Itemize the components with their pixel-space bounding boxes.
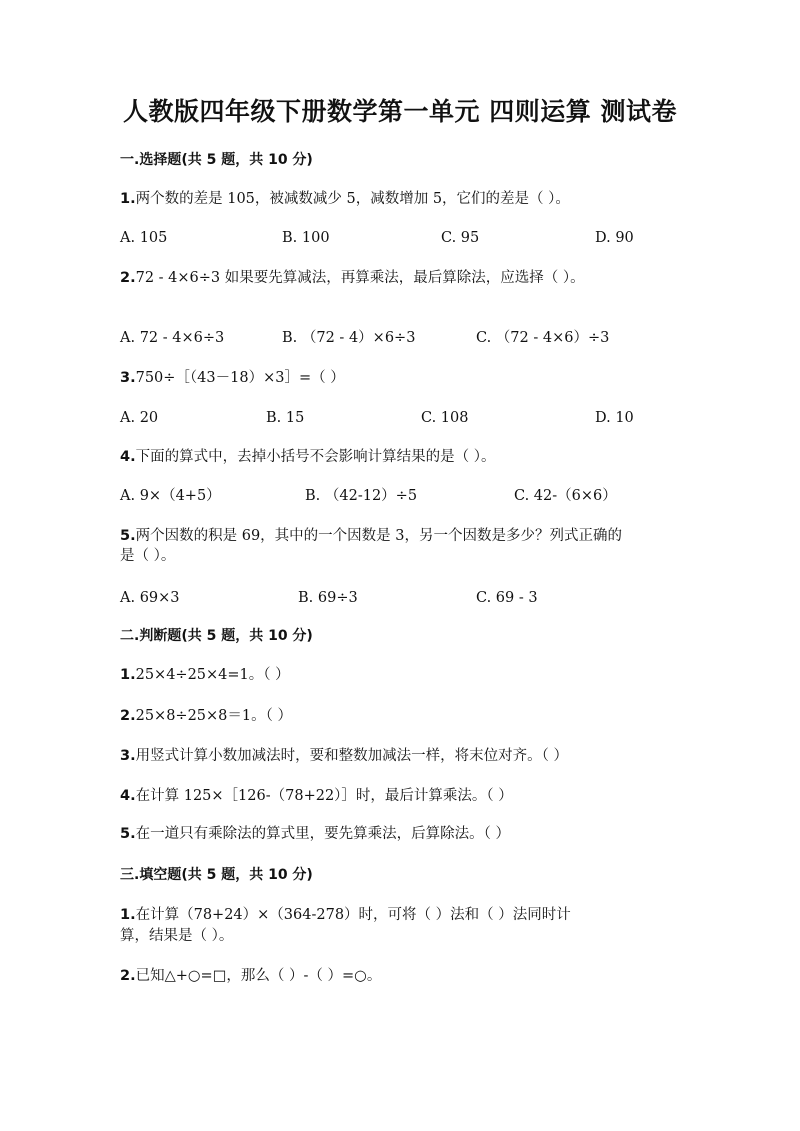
question-line <box>120 706 292 726</box>
option-b: B. 100 <box>282 230 330 246</box>
option-d: D. 10 <box>595 410 634 426</box>
option-c: C. （72 - 4×6）÷3 <box>476 330 610 346</box>
question-number: 4. <box>120 449 136 465</box>
question-text: 750÷［（43－18）×3］=（ ） <box>135 370 345 386</box>
option-a: A. 20 <box>120 410 159 426</box>
question-text: 下面的算式中，去掉小括号不会影响计算结果的是（ ）。 <box>135 449 496 465</box>
option-c: C. 95 <box>441 230 480 246</box>
option-b: B. 69÷3 <box>298 590 358 606</box>
question-text-continued: 是（ ）。 <box>120 548 176 564</box>
question-line <box>120 268 585 288</box>
question-text-continued: 算，结果是（ ）。 <box>120 928 234 944</box>
section-heading-fill: 三.填空题(共 5 题，共 10 分) <box>120 867 313 883</box>
question-text: 已知△+○=□，那么（ ）-（ ）=○。 <box>135 968 382 984</box>
question-text: 在一道只有乘除法的算式里，要先算乘法，后算除法。（ ） <box>135 826 510 842</box>
question-number: 3. <box>120 748 136 764</box>
question-line <box>120 665 290 685</box>
option-c: C. 69 - 3 <box>476 590 538 606</box>
question-number: 1. <box>120 667 136 683</box>
question-line <box>120 966 381 986</box>
option-b: B. （42-12）÷5 <box>305 488 418 504</box>
question-line <box>120 189 570 209</box>
question-number: 5. <box>120 826 136 842</box>
question-text: 两个数的差是 105，被减数减少 5，减数增加 5，它们的差是（ ）。 <box>135 191 570 207</box>
question-line <box>120 368 345 388</box>
question-number: 1. <box>120 907 136 923</box>
question-number: 2. <box>120 968 136 984</box>
question-line <box>120 746 568 766</box>
option-c: C. 108 <box>421 410 469 426</box>
option-d: D. 90 <box>595 230 634 246</box>
option-a: A. 72 - 4×6÷3 <box>120 330 225 346</box>
option-a: A. 69×3 <box>120 590 180 606</box>
question-text: 在计算 125×［126-（78+22）］时，最后计算乘法。（ ） <box>135 788 513 804</box>
question-text: 25×4÷25×4=1。（ ） <box>135 667 290 683</box>
question-line <box>120 447 495 467</box>
question-text: 72 - 4×6÷3 如果要先算减法，再算乘法，最后算除法，应选择（ ）。 <box>135 270 585 286</box>
question-text: 两个因数的积是 69，其中的一个因数是 3，另一个因数是多少？列式正确的 <box>135 528 623 544</box>
question-number: 5. <box>120 528 136 544</box>
question-number: 2. <box>120 270 136 286</box>
option-c: C. 42-（6×6） <box>514 488 617 504</box>
question-number: 4. <box>120 788 136 804</box>
page-title: 人教版四年级下册数学第一单元 四则运算 测试卷 <box>123 97 677 126</box>
question-line <box>120 905 571 925</box>
question-text: 在计算（78+24）×（364-278）时，可将（ ）法和（ ）法同时计 <box>135 907 571 923</box>
option-b: B. （72 - 4）×6÷3 <box>282 330 416 346</box>
question-text: 25×8÷25×8＝1。（ ） <box>135 708 292 724</box>
section-heading-judge: 二.判断题(共 5 题，共 10 分) <box>120 628 313 644</box>
question-number: 2. <box>120 708 136 724</box>
question-line <box>120 786 513 806</box>
question-line <box>120 526 622 546</box>
option-a: A. 9×（4+5） <box>120 488 221 504</box>
question-number: 3. <box>120 370 136 386</box>
question-number: 1. <box>120 191 136 207</box>
option-b: B. 15 <box>266 410 305 426</box>
question-line <box>120 824 510 844</box>
section-heading-choice: 一.选择题(共 5 题，共 10 分) <box>120 152 313 168</box>
question-text: 用竖式计算小数加减法时，要和整数加减法一样，将末位对齐。（ ） <box>135 748 568 764</box>
option-a: A. 105 <box>120 230 168 246</box>
